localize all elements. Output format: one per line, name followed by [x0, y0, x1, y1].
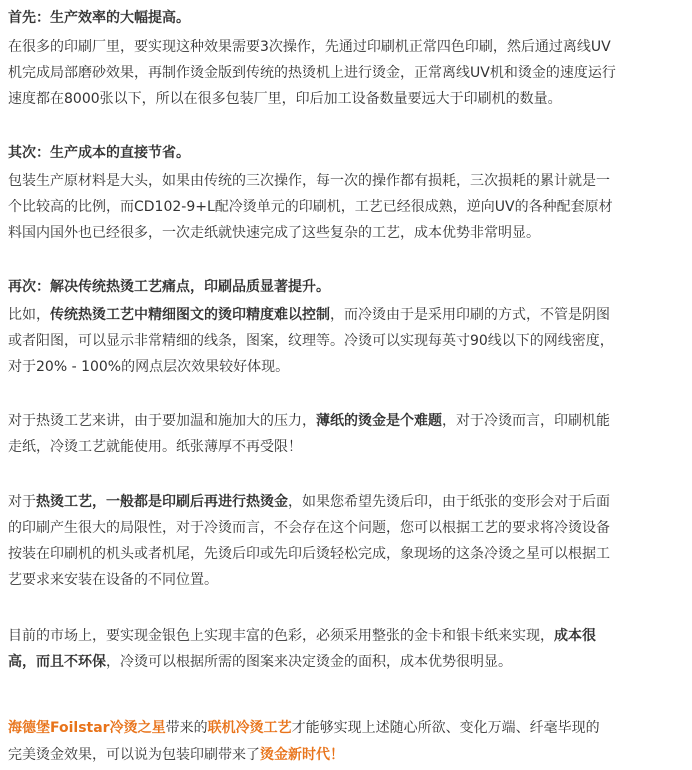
paragraph-line [8, 492, 610, 512]
paragraph-line [8, 718, 600, 738]
text-run: 目前的市场上，要实现金银色上实现丰富的色彩，必须采用整张的金卡和银卡纸来实现， [8, 628, 554, 644]
emphasis-text: 传统热烫工艺中精细图文的烫印精度难以控制 [50, 307, 330, 323]
paragraph-line [8, 411, 610, 431]
brand-highlight-text: 海德堡Foilstar冷烫之星 [8, 720, 166, 736]
paragraph-line: 料国内国外也已经很多，一次走纸就快速完成了这些复杂的工艺，成本优势非常明显。 [8, 225, 540, 241]
section-heading-quality: 再次：解决传统热烫工艺痛点，印刷品质显著提升。 [8, 279, 330, 295]
text-run: ，而冷烫由于是采用印刷的方式，不管是阴图 [330, 307, 610, 323]
text-run: ，如果您希望先烫后印，由于纸张的变形会对于后面 [288, 494, 610, 510]
paragraph-line: 个比较高的比例，而CD102-9+L配冷烫单元的印刷机，工艺已经很成熟，逆向UV的各种配套原材 [8, 199, 613, 215]
paragraph-line: 在很多的印刷厂里，要实现这种效果需要3次操作，先通过印刷机正常四色印刷，然后通过离线UV [8, 39, 611, 55]
paragraph-line [8, 305, 610, 325]
brand-highlight-text: 联机冷烫工艺 [207, 720, 292, 736]
text-run: 带来的 [165, 720, 208, 736]
paragraph-line: 机完成局部磨砂效果，再制作烫金版到传统的热烫机上进行烫金，正常离线UV机和烫金的速度运行 [8, 65, 616, 81]
paragraph-line: 或者阳图，可以显示非常精细的线条，图案，纹理等。冷烫可以实现每英寸90线以下的网线密度， [8, 333, 614, 349]
text-run: ，对于冷烫而言，印刷机能 [442, 413, 610, 429]
emphasis-text: 成本很 [554, 628, 596, 644]
paragraph-line: 艺要求来安装在设备的不同位置。 [8, 572, 218, 588]
paragraph-line: 对于20% - 100%的网点层次效果较好体现。 [8, 359, 290, 375]
emphasis-text: 薄纸的烫金是个难题 [316, 413, 442, 429]
paragraph-line: 速度都在8000张以下，所以在很多包装厂里，印后加工设备数量要远大于印刷机的数量。 [8, 91, 562, 107]
brand-highlight-text: 烫金新时代！ [260, 747, 344, 763]
paragraph-line [8, 745, 344, 765]
text-run: ，冷烫可以根据所需的图案来决定烫金的面积，成本优势很明显。 [106, 654, 512, 670]
paragraph-line: 走纸，冷烫工艺就能使用。纸张薄厚不再受限！ [8, 439, 302, 455]
section-heading-cost: 其次：生产成本的直接节省。 [8, 145, 190, 161]
paragraph-line [8, 626, 596, 646]
paragraph-line [8, 652, 512, 672]
section-heading-efficiency: 首先：生产效率的大幅提高。 [8, 10, 190, 26]
text-run: 比如， [8, 307, 50, 323]
text-run: 对于 [8, 494, 36, 510]
text-run: 对于热烫工艺来讲，由于要加温和施加大的压力， [8, 413, 316, 429]
emphasis-text: 热烫工艺，一般都是印刷后再进行热烫金 [36, 494, 288, 510]
text-run: 才能够实现上述随心所欲、变化万端、纤毫毕现的 [291, 720, 600, 736]
paragraph-line: 的印刷产生很大的局限性，对于冷烫而言，不会存在这个问题，您可以根据工艺的要求将冷烫设备 [8, 520, 610, 536]
text-run: 完美烫金效果，可以说为包装印刷带来了 [8, 747, 260, 763]
emphasis-text: 高，而且不环保 [8, 654, 106, 670]
paragraph-line: 按装在印刷机的机头或者机尾，先烫后印或先印后烫轻松完成，象现场的这条冷烫之星可以根据工 [8, 546, 610, 562]
paragraph-line: 包装生产原材料是大头，如果由传统的三次操作，每一次的操作都有损耗，三次损耗的累计就是一 [8, 173, 610, 189]
